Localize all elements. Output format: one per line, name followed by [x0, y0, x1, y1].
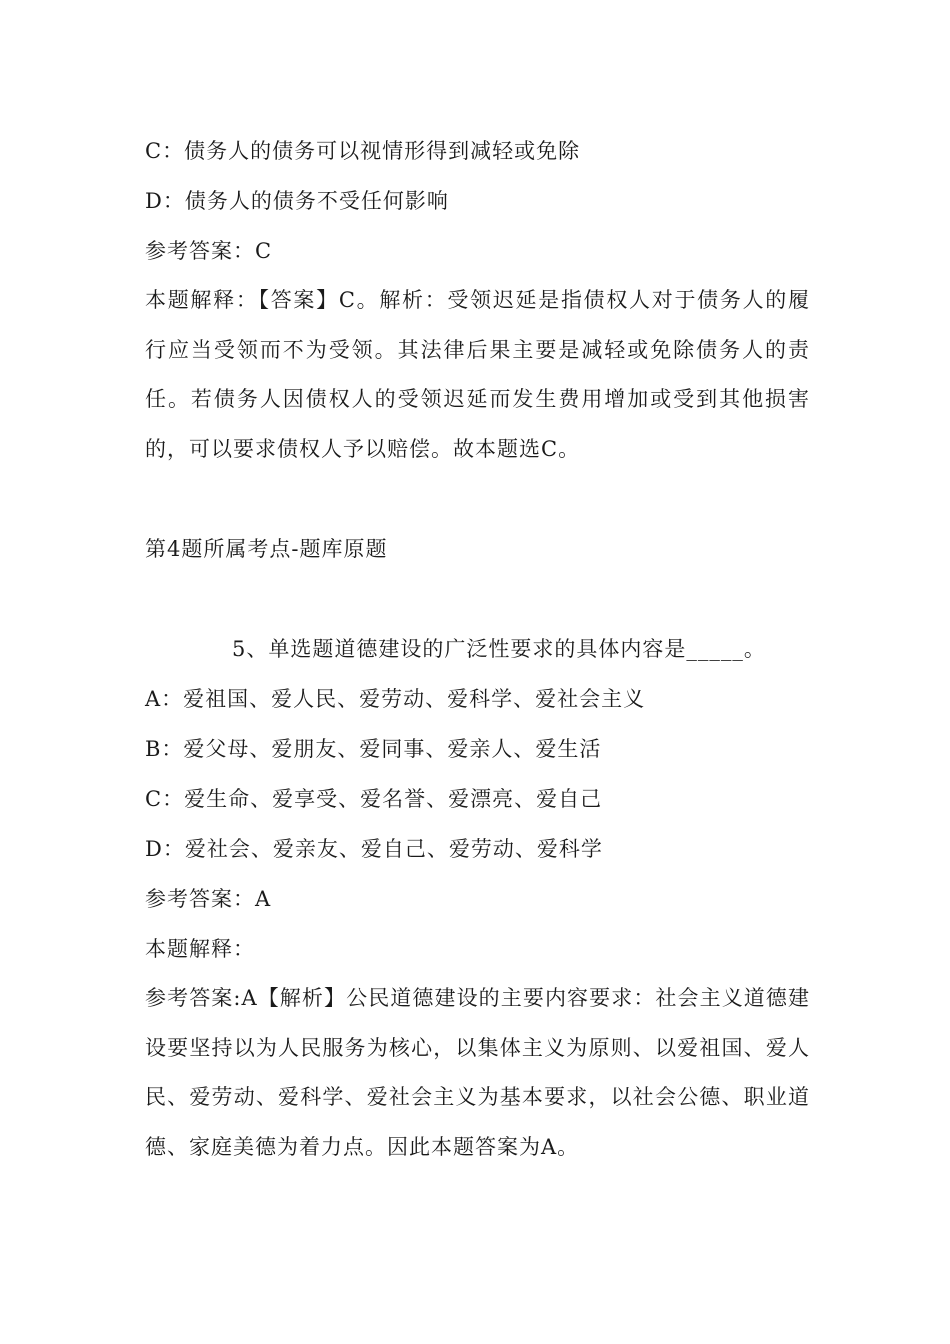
q5-explanation: 参考答案:A【解析】公民道德建设的主要内容要求：社会主义道德建设要坚持以为人民服务为核心，以集体主义为原则、以爱祖国、爱人民、爱劳动、爱科学、爱社会主义为基本要求，以社会公德、职业道德、家庭美德为着力点。因此本题答案为A。 [145, 986, 810, 1160]
q5-option-b: B：爱父母、爱朋友、爱同事、爱亲人、爱生活 [145, 737, 602, 761]
q3-explanation: 本题解释：【答案】C。解析：受领迟延是指债权人对于债务人的履行应当受领而不为受领。其法律后果主要是减轻或免除债务人的责任。若债务人因债权人的受领迟延而发生费用增加或受到其他损害的，可以要求债权人予以赔偿。故本题选C。 [145, 288, 810, 462]
q3-option-d: D：债务人的债务不受任何影响 [145, 189, 449, 213]
q5-option-a: A：爱祖国、爱人民、爱劳动、爱科学、爱社会主义 [145, 687, 646, 711]
q5-option-c: C：爱生命、爱享受、爱名誉、爱漂亮、爱自己 [145, 787, 603, 811]
q5-answer: 参考答案：A [145, 887, 272, 911]
q3-option-c: C：债务人的债务可以视情形得到减轻或免除 [145, 139, 581, 163]
q5-question: 5、单选题道德建设的广泛性要求的具体内容是_____。 [232, 637, 766, 661]
q3-answer: 参考答案：C [145, 239, 273, 263]
q5-option-d: D：爱社会、爱亲友、爱自己、爱劳动、爱科学 [145, 837, 603, 861]
q4-section-heading: 第4题所属考点-题库原题 [145, 537, 388, 561]
q5-explanation-label: 本题解释： [145, 937, 255, 961]
